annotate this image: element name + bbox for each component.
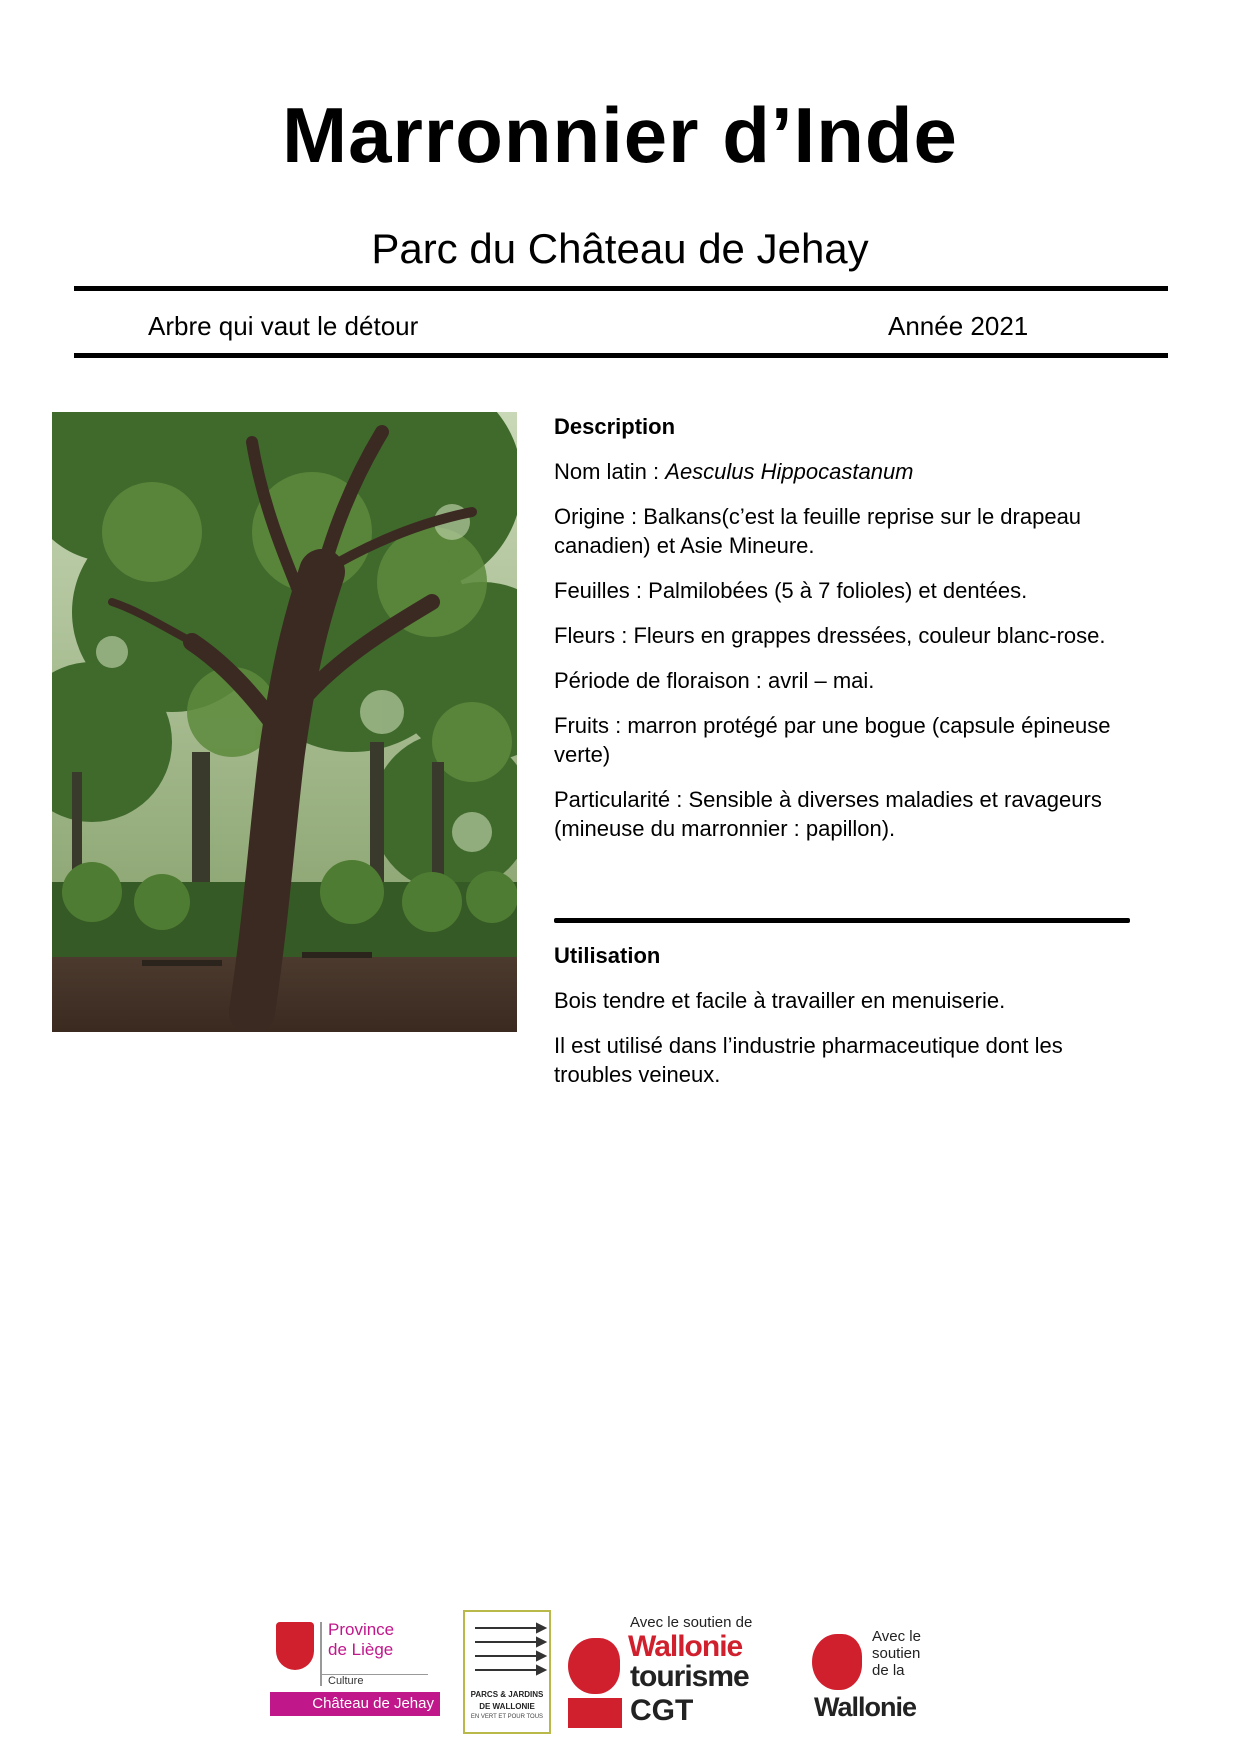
parcs-line-1: PARCS & JARDINS xyxy=(470,1690,544,1699)
chateau-jehay-banner: Château de Jehay xyxy=(270,1692,440,1716)
wt-brand-line-2: tourisme xyxy=(630,1660,749,1693)
utilisation-line-2: Il est utilisé dans l’industrie pharmaceutique dont les troubles veineux. xyxy=(554,1033,1063,1087)
w-line-3: de la xyxy=(872,1662,905,1679)
fruits-line: Fruits : marron protégé par une bogue (capsule épineuse verte) xyxy=(554,713,1111,767)
wt-brand-line-1: Wallonie xyxy=(628,1630,743,1663)
wallonie-logo xyxy=(812,1628,952,1732)
cgt-flag-icon xyxy=(568,1698,622,1728)
parcs-line-2: DE WALLONIE xyxy=(479,1702,535,1711)
latin-name-line xyxy=(554,457,1114,486)
latin-name-label: Nom latin : xyxy=(554,459,666,484)
utilisation-line-1: Bois tendre et facile à travailler en menuiserie. xyxy=(554,988,1006,1013)
description-section xyxy=(554,412,1114,859)
latin-name: Aesculus Hippocastanum xyxy=(665,459,914,484)
year-label: Année 2021 xyxy=(888,311,1029,341)
rooster-icon xyxy=(568,1638,620,1694)
province-emblem-icon xyxy=(276,1622,314,1670)
w-brand: Wallonie xyxy=(814,1692,917,1722)
arrows-icon xyxy=(465,1616,549,1686)
province-name-line-2: de Liège xyxy=(328,1640,394,1659)
province-culture: Culture xyxy=(320,1674,428,1687)
bottom-rule xyxy=(74,353,1168,358)
leaves-line: Feuilles : Palmilobées (5 à 7 folioles) et dentées. xyxy=(554,578,1028,603)
tree-photo xyxy=(52,412,517,1032)
wallonie-tourisme-logo xyxy=(568,1614,768,1734)
w-line-1: Avec le xyxy=(872,1628,921,1645)
page-subtitle: Parc du Château de Jehay xyxy=(371,225,869,272)
rooster-icon-2 xyxy=(812,1634,862,1690)
utilisation-section xyxy=(554,941,1114,1105)
flowers-line: Fleurs : Fleurs en grappes dressées, couleur blanc-rose. xyxy=(554,623,1106,648)
description-heading: Description xyxy=(554,414,676,439)
origin-line: Origine : Balkans(c’est la feuille reprise sur le drapeau canadien) et Asie Mineure. xyxy=(554,504,1082,558)
top-rule xyxy=(74,286,1168,291)
page-title: Marronnier d’Inde xyxy=(282,91,958,179)
wt-cgt: CGT xyxy=(630,1694,694,1727)
province-name-line-1: Province xyxy=(328,1620,395,1639)
particularity-line: Particularité : Sensible à diverses maladies et ravageurs (mineuse du marronnier : papillon). xyxy=(554,787,1102,841)
section-separator xyxy=(554,918,1130,923)
wt-top-line: Avec le soutien de xyxy=(630,1614,753,1631)
w-line-2: soutien xyxy=(872,1645,921,1662)
footer-logos xyxy=(0,1610,1240,1740)
utilisation-heading: Utilisation xyxy=(554,943,661,968)
province-liege-logo xyxy=(270,1620,440,1710)
parcs-line-3: EN VERT ET POUR TOUS xyxy=(470,1714,544,1720)
tree-category: Arbre qui vaut le détour xyxy=(148,311,419,341)
flowering-period-line: Période de floraison : avril – mai. xyxy=(554,668,875,693)
parcs-jardins-logo xyxy=(463,1610,551,1734)
